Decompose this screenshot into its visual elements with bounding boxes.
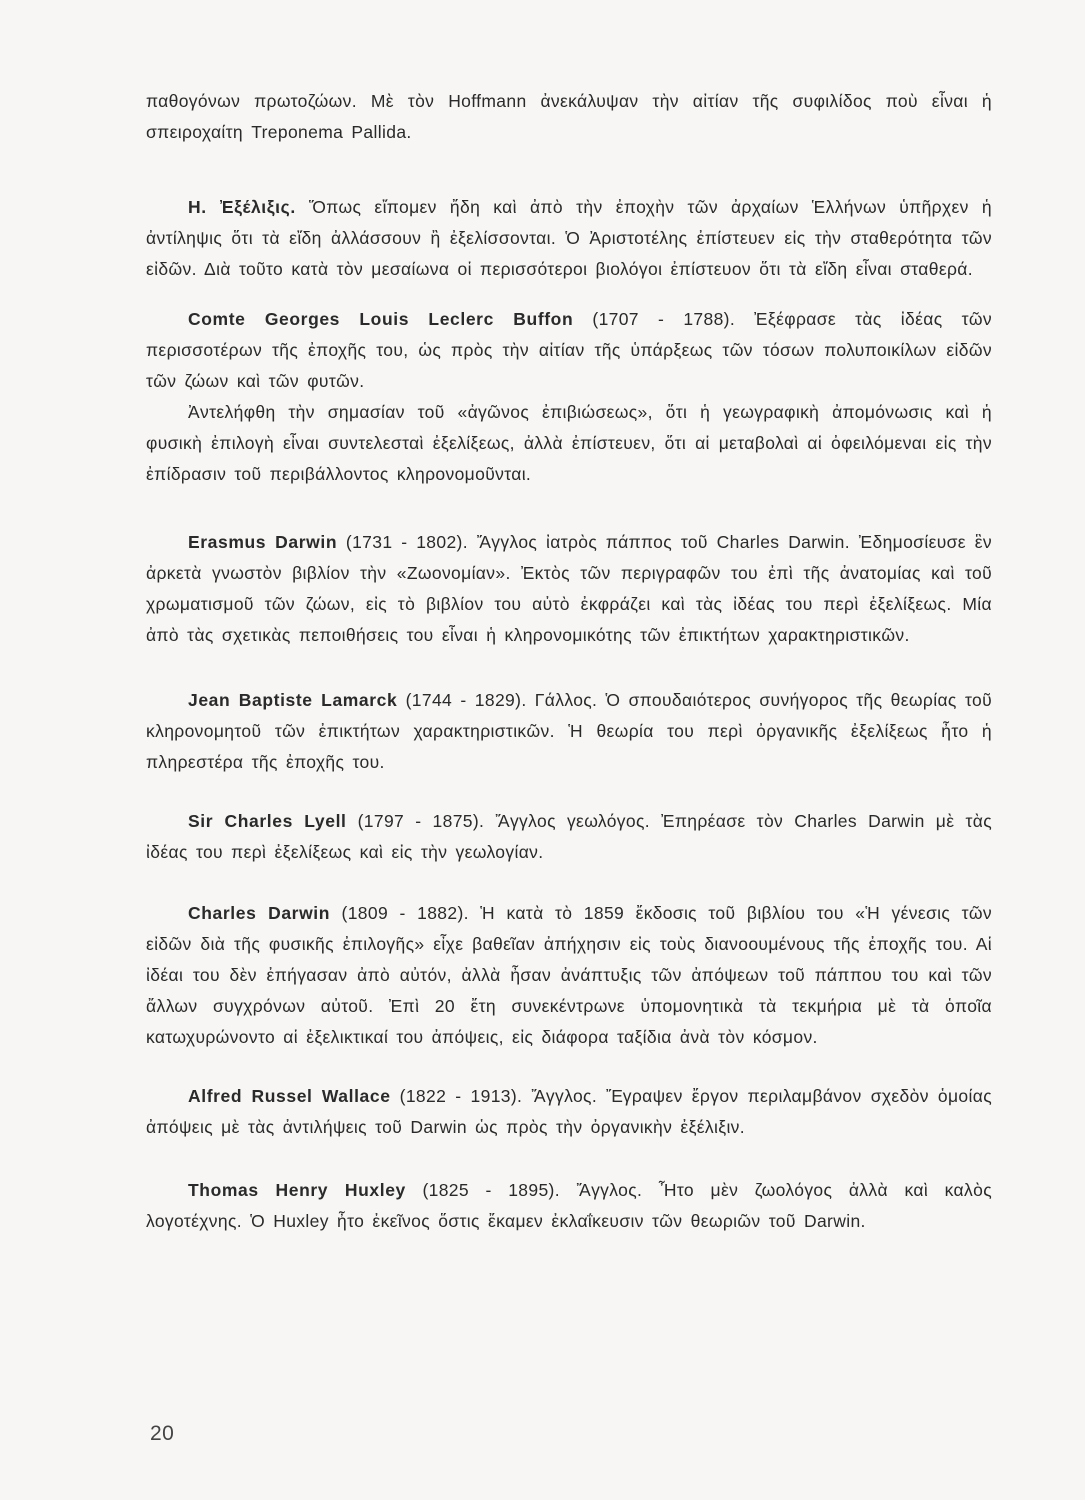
entry-name: Thomas Henry Huxley — [188, 1180, 406, 1200]
entry-dates: (1797 - 1875). — [346, 811, 496, 831]
entry-text: Ἡ κατὰ τὸ 1859 ἔκδοσις τοῦ βιβλίου του «Ἡ γένεσις τῶν εἰδῶν διὰ τῆς φυσικῆς ἐπιλογῆς» εἶχε βαθεῖαν ἀπήχησιν εἰς τοὺς διανοουμένους τῆς ἐποχῆς του. Αἱ ἰδέαι του δὲν ἐπήγασαν ἀπὸ αὐτόν, ἀλλὰ ἦσαν ἀνάπτυξις τῶν ἀπόψεων τοῦ πάππου του καὶ τῶν ἄλλων συγχρόνων αὐτοῦ. Ἐπὶ 20 ἔτη συνεκέντρωνε ὑπομονητικὰ τὰ τεκμήρια μὲ τὰ ὁποῖα κατωχυρώνοντο αἱ ἐξελικτικαί του ἀπόψεις, εἰς διάφορα ταξίδια ἀνὰ τὸν κόσμον. — [146, 903, 992, 1047]
entry-text: Ἄγγλος ἰατρὸς πάππος τοῦ Charles Darwin. Ἐδημοσίευσε ἓν ἀρκετὰ γνωστὸν βιβλίον τὴν «Ζωονομίαν». Ἐκτὸς τῶν περιγραφῶν του ἐπὶ τῆς ἀνατομίας καὶ τοῦ χρωματισμοῦ τῶν ζώων, εἰς τὸ βιβλίον του αὐτὸ ἐκφράζει καὶ τὰς ἰδέας του περὶ ἐξελίξεως. Μία ἀπὸ τὰς σχετικὰς πεποιθήσεις του εἶναι ἡ κληρονομικότης τῶν ἐπικτήτων χαρακτηριστικῶν. — [146, 532, 992, 645]
section-text: Ὅπως εἴπομεν ἤδη καὶ ἀπὸ τὴν ἐποχὴν τῶν ἀρχαίων Ἑλλήνων ὑπῆρχεν ἡ ἀντίληψις ὅτι τὰ εἴδη ἀλλάσσουν ἢ ἐξελίσσονται. Ὁ Ἀριστοτέλης ἐπίστευεν εἰς τὴν σταθερότητα τῶν εἰδῶν. Διὰ τοῦτο κατὰ τὸν μεσαίωνα οἱ περισσότεροι βιολόγοι ἐπίστευον ὅτι τὰ εἴδη εἶναι σταθερά. — [146, 197, 992, 279]
entry-dates: (1731 - 1802). — [337, 532, 477, 552]
entry-buffon-continued: Ἀντελήφθη τὴν σημασίαν τοῦ «ἀγῶνος ἐπιβιώσεως», ὅτι ἡ γεωγραφικὴ ἀπομόνωσις καὶ ἡ φυσικὴ ἐπιλογὴ εἶναι συντελεσταὶ ἐξελίξεως, ἀλλὰ ἐπίστευεν, ὅτι αἱ μεταβολαὶ αἱ ὀφειλόμεναι εἰς τὴν ἐπίδρασιν τοῦ περιβάλλοντος κληρονομοῦνται. — [146, 402, 992, 484]
page-number: 20 — [150, 1422, 175, 1445]
entry-lamarck — [146, 685, 992, 778]
entry-dates: (1809 - 1882). — [330, 903, 481, 923]
entry-text: Ἄγγλος. Ἔγραψεν ἔργον περιλαμβάνον σχεδὸν ὁμοίας ἀπόψεις μὲ τὰς ἀντιλήψεις τοῦ Darwin ὡς πρὸς τὴν ὀργανικὴν ἐξέλιξιν. — [146, 1086, 992, 1137]
entry-text: Γάλλος. Ὁ σπουδαιότερος συνήγορος τῆς θεωρίας τοῦ κληρονομητοῦ τῶν ἐπικτήτων χαρακτηριστικῶν. Ἡ θεωρία του περὶ ὀργανικῆς ἐξελίξεως ἦτο ἡ πληρεστέρα τῆς ἐποχῆς του. — [146, 690, 992, 772]
entry-name: Alfred Russel Wallace — [188, 1086, 391, 1106]
entry-charles-darwin — [146, 898, 992, 1053]
entry-name: Jean Baptiste Lamarck — [188, 690, 398, 710]
entry-name: Erasmus Darwin — [188, 532, 338, 552]
entry-lyell — [146, 806, 992, 868]
entry-dates: (1822 - 1913). — [390, 1086, 532, 1106]
entry-dates: (1707 - 1788). — [573, 309, 755, 329]
section-evolution — [146, 192, 992, 285]
section-heading: Η. Ἐξέλιξις. — [188, 197, 296, 217]
entry-name: Charles Darwin — [188, 903, 331, 923]
entry-dates: (1744 - 1829). — [397, 690, 535, 710]
entry-text: Ἄγγλος γεωλόγος. Ἐπηρέασε τὸν Charles Darwin μὲ τὰς ἰδέας του περὶ ἐξελίξεως καὶ εἰς τὴν γεωλογίαν. — [146, 811, 992, 862]
entry-erasmus-darwin — [146, 527, 992, 651]
entry-text: Ἄγγλος. Ἦτο μὲν ζωολόγος ἀλλὰ καὶ καλὸς λογοτέχνης. Ὁ Huxley ἦτο ἐκεῖνος ὅστις ἔκαμεν ἐκλαΐκευσιν τῶν θεωριῶν τοῦ Darwin. — [146, 1180, 992, 1231]
entry-name: Comte Georges Louis Leclerc Buffon — [188, 309, 574, 329]
entry-huxley — [146, 1175, 992, 1237]
entry-text: Ἐξέφρασε τὰς ἰδέας τῶν περισσοτέρων τῆς ἐποχῆς του, ὡς πρὸς τὴν αἰτίαν τῆς ὑπάρξεως τῶν τόσων πολυποικίλων εἰδῶν τῶν ζώων καὶ τῶν φυτῶν. — [146, 309, 992, 391]
intro-paragraph: παθογόνων πρωτοζώων. Μὲ τὸν Hoffmann ἀνεκάλυψαν τὴν αἰτίαν τῆς συφιλίδος ποὺ εἶναι ἡ σπειροχαίτη Treponema Pallida. — [146, 91, 992, 142]
entry-buffon — [146, 304, 992, 397]
entry-dates: (1825 - 1895). — [405, 1180, 577, 1200]
page-body — [146, 86, 992, 1237]
entry-wallace — [146, 1081, 992, 1143]
entry-name: Sir Charles Lyell — [188, 811, 347, 831]
